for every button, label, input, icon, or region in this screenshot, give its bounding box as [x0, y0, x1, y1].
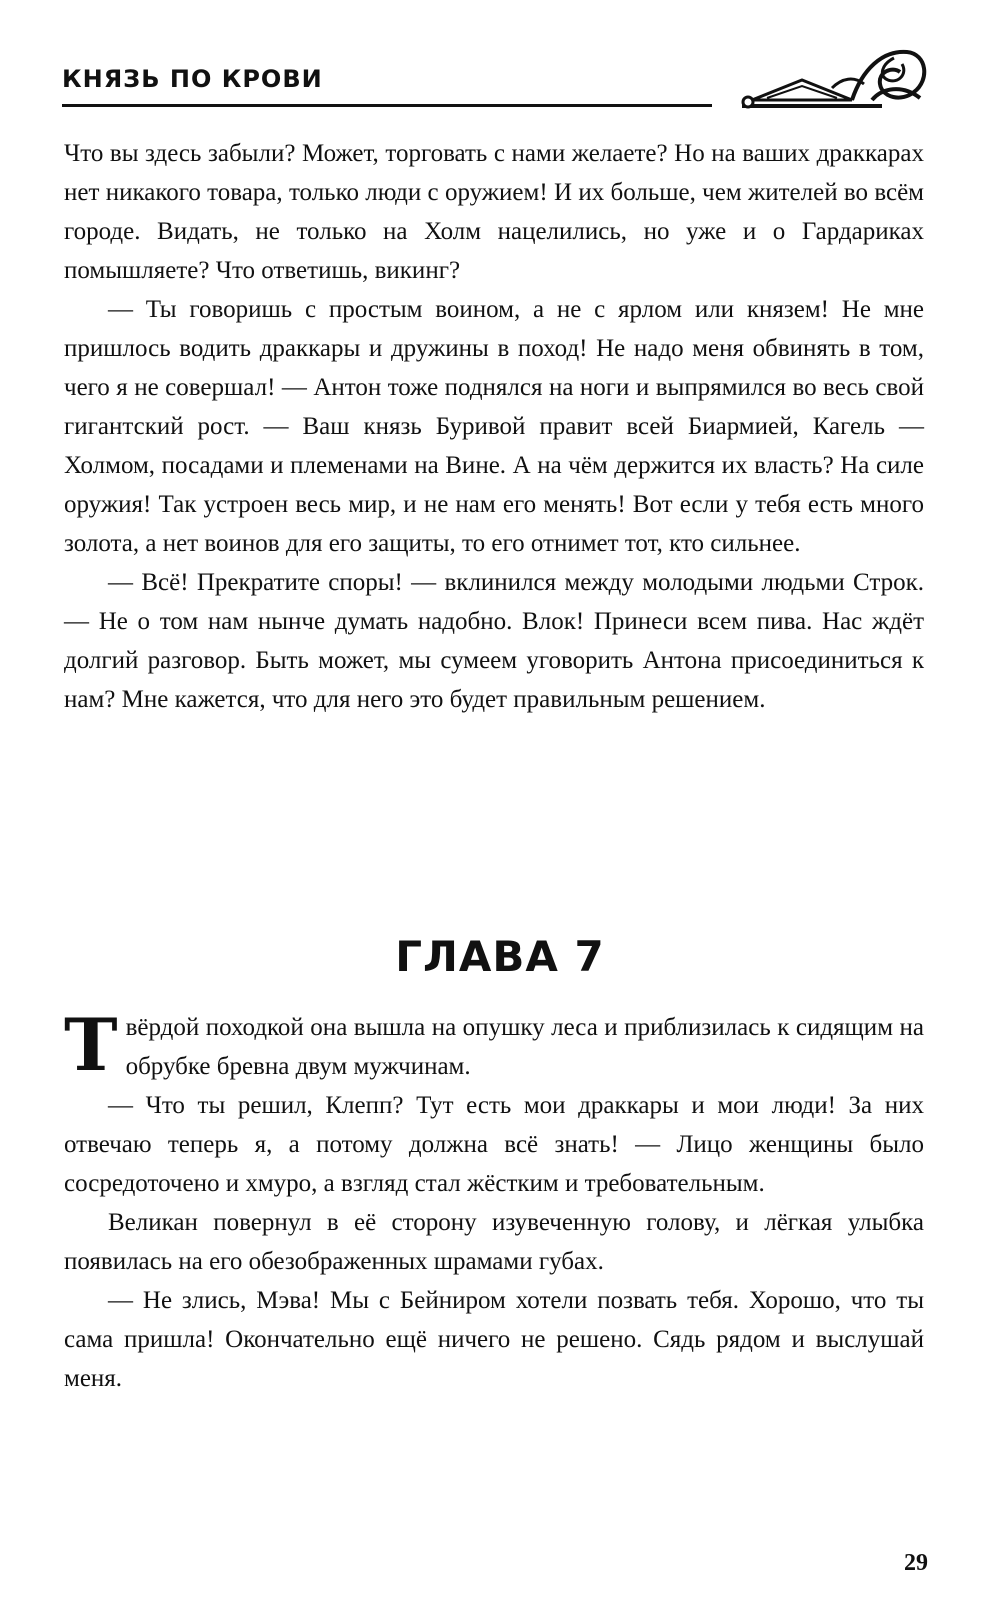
drop-cap: Т [64, 1002, 118, 1087]
paragraph: — Не злись, Мэва! Мы с Бейниром хотели позвать тебя. Хорошо, что ты сама пришла! Окончательно ещё ничего не решено. Сядь рядом и выслушай меня. [64, 1287, 924, 1392]
celtic-knot-ornament-icon [732, 40, 932, 112]
paragraph: — Что ты решил, Клепп? Тут есть мои драккары и мои люди! За них отвечаю теперь я, а потому должна всё знать! — Лицо женщины было сосредоточено и хмуро, а взгляд стал жёстким и требовательным. [64, 1092, 924, 1197]
paragraph: Что вы здесь забыли? Может, торговать с нами желаете? Но на ваших драккарах нет никакого товара, только люди с оружием! И их больше, чем жителей во всём городе. Видать, не только на Холм нацелились, но уже и о Гардариках помышляете? Что ответишь, викинг? [64, 140, 924, 284]
main-text [64, 134, 924, 719]
chapter-text [64, 1002, 924, 1398]
paragraph: Великан повернул в её сторону изувеченную голову, и лёгкая улыбка появилась на его обезображенных шрамами губах. [64, 1209, 924, 1275]
chapter-first-paragraph [64, 1002, 924, 1087]
paragraph: — Ты говоришь с простым воином, а не с ярлом или князем! Не мне пришлось водить драккары и дружины в поход! Не надо меня обвинять в том, чего я не совершал! — Антон тоже поднялся на ноги и выпрямился во весь свой гигантский рост. — Ваш князь Буривой правит всей Биармией, Кагель — Холмом, посадами и племенами на Вине. А на чём держится их власть? На силе оружия! Так устроен весь мир, и не нам его менять! Вот если у тебя есть много золота, а нет воинов для его защиты, то его отнимет тот, кто сильнее. [64, 296, 924, 557]
paragraph: — Всё! Прекратите споры! — вклинился между молодыми людьми Строк. — Не о том нам нынче думать надобно. Влок! Принеси всем пива. Нас ждёт долгий разговор. Быть может, мы сумеем уговорить Антона присоединиться к нам? Мне кажется, что для него это будет правильным решением. [64, 569, 924, 713]
header-rule [62, 104, 712, 107]
paragraph-text: вёрдой походкой она вышла на опушку леса и приблизилась к сидящим на обрубке бревна двум мужчинам. [125, 1014, 924, 1080]
chapter-title: ГЛАВА 7 [395, 932, 605, 981]
running-title: КНЯЗЬ ПО КРОВИ [62, 65, 323, 93]
page-number: 29 [904, 1550, 928, 1576]
page-header [62, 58, 932, 110]
